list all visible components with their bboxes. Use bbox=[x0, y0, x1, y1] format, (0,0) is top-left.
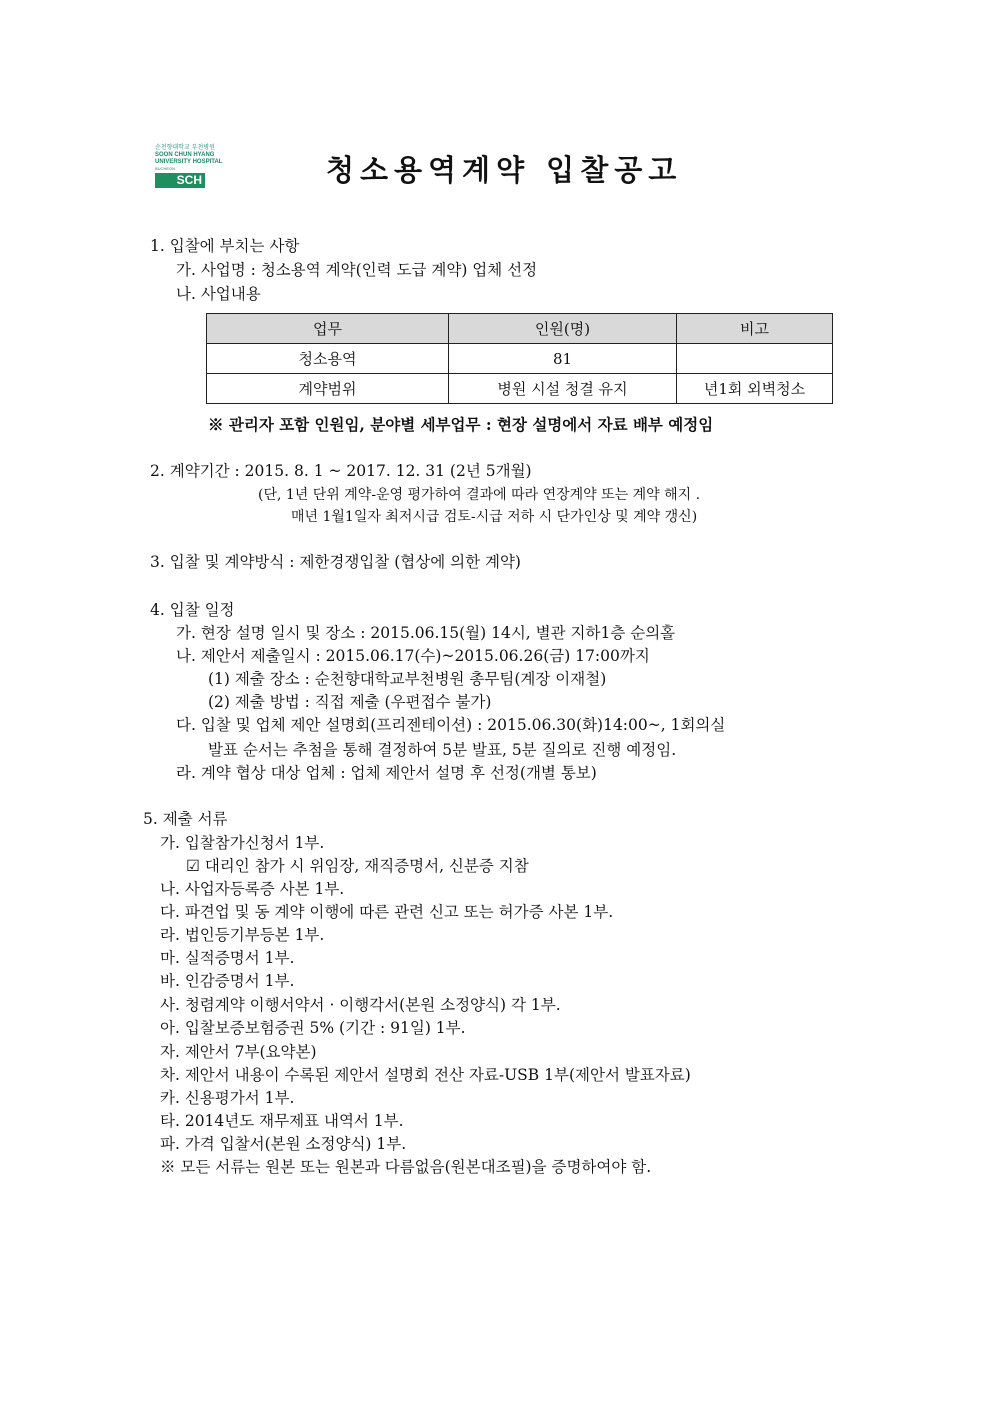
document-list-item: 사. 청렴계약 이행서약서 · 이행각서(본원 소정양식) 각 1부. bbox=[160, 996, 561, 1014]
section-4-item-b: 나. 제안서 제출일시 : 2015.06.17(수)~2015.06.26(금) 17:00까지 bbox=[176, 647, 650, 665]
section-2-note-2: 매년 1월1일자 최저시급 검토-시급 저하 시 단가인상 및 계약 갱신) bbox=[291, 509, 698, 525]
table-header-cell: 비고 bbox=[677, 314, 833, 344]
section-5-heading: 5. 제출 서류 bbox=[143, 810, 228, 828]
section-3-heading: 3. 입찰 및 계약방식 : 제한경쟁입찰 (협상에 의한 계약) bbox=[150, 553, 521, 571]
section-4-item-d: 라. 계약 협상 대상 업체 : 업체 제안서 설명 후 선정(개별 통보) bbox=[176, 764, 597, 782]
section-4-item-b2: (2) 제출 방법 : 직접 제출 (우편접수 불가) bbox=[208, 693, 492, 711]
document-list-item: 차. 제안서 내용이 수록된 제안서 설명회 전산 자료-USB 1부(제안서 발표자료) bbox=[160, 1066, 691, 1084]
document-list-item: 다. 파견업 및 동 계약 이행에 따른 관련 신고 또는 허가증 사본 1부. bbox=[160, 903, 614, 921]
business-content-table bbox=[206, 313, 833, 404]
document-list-item: 라. 법인등기부등본 1부. bbox=[160, 926, 325, 944]
table-cell bbox=[677, 344, 833, 374]
document-list-item: 아. 입찰보증보험증권 5% (기간 : 91일) 1부. bbox=[160, 1019, 466, 1037]
table-row bbox=[207, 344, 833, 374]
section-4-item-a: 가. 현장 설명 일시 및 장소 : 2015.06.15(월) 14시, 별관 지하1층 순의홀 bbox=[176, 624, 676, 642]
sch-logo-text: SCH bbox=[176, 173, 202, 187]
section-4-item-b1: (1) 제출 장소 : 순천향대학교부천병원 총무팀(계장 이재철) bbox=[208, 670, 607, 688]
table-cell: 병원 시설 청결 유지 bbox=[449, 374, 677, 404]
document-list-subitem: ☑ 대리인 참가 시 위임장, 재직증명서, 신분증 지참 bbox=[186, 857, 529, 875]
section-4-item-c: 다. 입찰 및 업체 제안 설명회(프리젠테이션) : 2015.06.30(화)14:00~, 1회의실 bbox=[176, 716, 726, 734]
table-header-row bbox=[207, 314, 833, 344]
table-header-cell: 업무 bbox=[207, 314, 449, 344]
table-cell: 년1회 외벽청소 bbox=[677, 374, 833, 404]
table-header-cell: 인원(명) bbox=[449, 314, 677, 344]
logo-korean-name: 순천향대학교 부천병원 bbox=[155, 144, 215, 151]
logo-english-name-3: BUCHEON bbox=[155, 166, 176, 171]
document-list-item: 가. 입찰참가신청서 1부. bbox=[160, 834, 325, 852]
document-list-item: 바. 인감증명서 1부. bbox=[160, 972, 295, 990]
document-list-item: 자. 제안서 7부(요약본) bbox=[160, 1043, 317, 1061]
document-list-item: 나. 사업자등록증 사본 1부. bbox=[160, 880, 345, 898]
logo-english-name-2: UNIVERSITY HOSPITAL bbox=[155, 159, 223, 165]
hospital-logo bbox=[155, 144, 235, 188]
document-list-item: 타. 2014년도 재무제표 내역서 1부. bbox=[160, 1112, 404, 1130]
section-1-item-b: 나. 사업내용 bbox=[176, 285, 261, 303]
section-2-heading: 2. 계약기간 : 2015. 8. 1 ~ 2017. 12. 31 (2년 5개월) bbox=[150, 462, 532, 480]
document-list-item: 파. 가격 입찰서(본원 소정양식) 1부. bbox=[160, 1135, 407, 1153]
document-list-item: 카. 신용평가서 1부. bbox=[160, 1089, 295, 1107]
sch-logo-mark bbox=[155, 173, 205, 188]
table-cell: 81 bbox=[449, 344, 677, 374]
document-list-item: 마. 실적증명서 1부. bbox=[160, 949, 295, 967]
logo-english-name-1: SOON CHUN HYANG bbox=[155, 152, 215, 158]
section-1-heading: 1. 입찰에 부치는 사항 bbox=[150, 237, 300, 255]
section-1-note: ※ 관리자 포함 인원임, 분야별 세부업무 : 현장 설명에서 자료 배부 예정임 bbox=[208, 415, 714, 434]
table-row bbox=[207, 374, 833, 404]
page-title: 청소용역계약 입찰공고 bbox=[326, 153, 683, 187]
section-2-note-1: (단, 1년 단위 계약-운영 평가하여 결과에 따라 연장계약 또는 계약 해지 . bbox=[258, 487, 701, 503]
section-4-heading: 4. 입찰 일정 bbox=[150, 601, 235, 619]
table-cell: 청소용역 bbox=[207, 344, 449, 374]
table-cell: 계약범위 bbox=[207, 374, 449, 404]
section-4-item-c1: 발표 순서는 추첨을 통해 결정하여 5분 발표, 5분 질의로 진행 예정임. bbox=[208, 741, 677, 759]
document-list-note: ※ 모든 서류는 원본 또는 원본과 다름없음(원본대조필)을 증명하여야 함. bbox=[160, 1158, 652, 1176]
section-1-item-a: 가. 사업명 : 청소용역 계약(인력 도급 계약) 업체 선정 bbox=[176, 261, 538, 279]
